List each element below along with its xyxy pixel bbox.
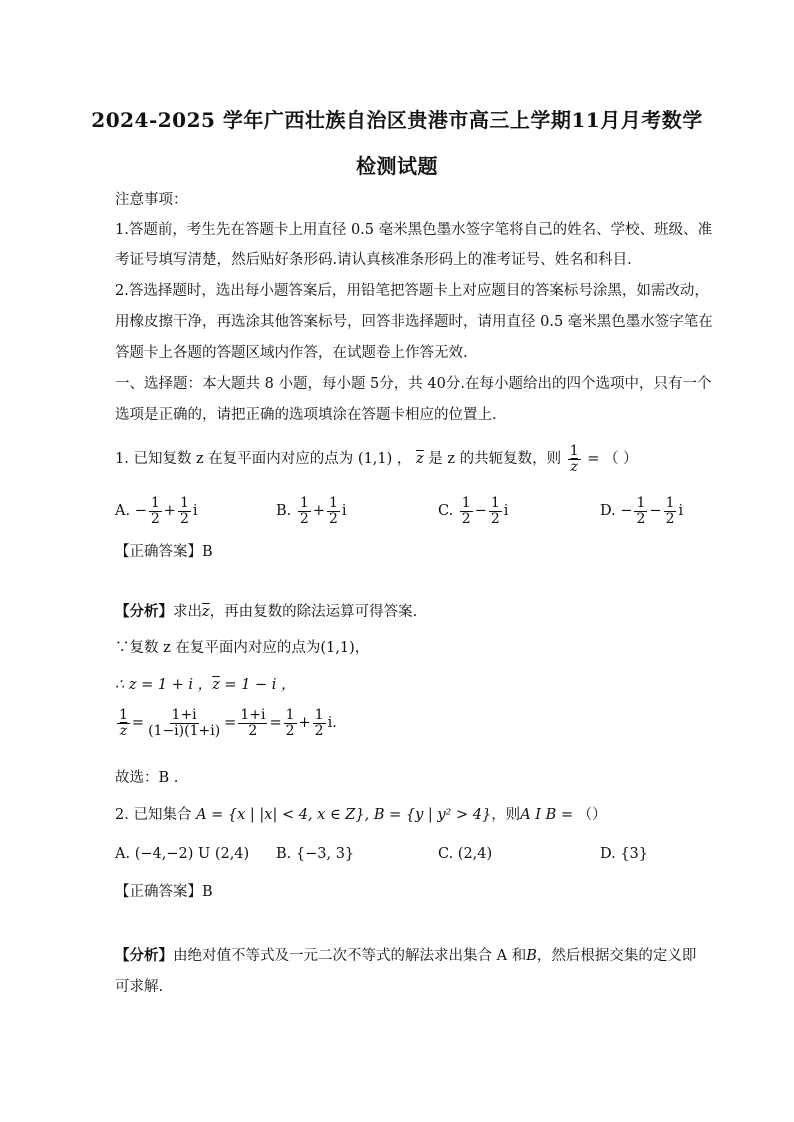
notes-item-2-line-2: 用橡皮擦干净，再选涂其他答案标号，回答非选择题时，请用直径 0.5 毫米黑色墨水签字笔在 bbox=[115, 314, 713, 330]
q2-option-c: C. (2,4) bbox=[438, 846, 493, 862]
q2-answer: 【正确答案】B bbox=[115, 884, 213, 900]
question-2-stem: 2. 已知集合 A = {x | |x| < 4, x ∈ Z}, B = {y | y² > 4}，则A I B = （） bbox=[115, 807, 607, 823]
q1-step-3: $\frac{1}{z}$ = $\frac{1+i}{(1-i)(1+i)}$ = $\frac{1+i}{2}$ = $\frac{1}{2}$ + $\frac{1}{2}$ i. bbox=[119, 707, 337, 739]
q1-option-a: A. − $\frac{1}{2}$ + $\frac{1}{2}$ i bbox=[115, 495, 198, 527]
q1-answer: 【正确答案】B bbox=[115, 544, 213, 560]
section-heading-line-1: 一、选择题：本大题共 8 小题，每小题 5分，共 40分.在每小题给出的四个选项中，只有一个 bbox=[115, 376, 712, 392]
page-title-line2: 检测试题 bbox=[356, 154, 438, 178]
q1-choose: 故选：B . bbox=[115, 770, 179, 786]
notes-item-2-line-3: 答题卡上各题的答题区域内作答，在试题卷上作答无效. bbox=[115, 345, 468, 361]
q2-option-d: D. {3} bbox=[600, 846, 649, 862]
q1-option-d: D. − $\frac{1}{2}$ − $\frac{1}{2}$ i bbox=[600, 495, 684, 527]
notes-item-1-line-1: 1.答题前，考生先在答题卡上用直径 0.5 毫米黑色墨水签字笔将自己的姓名、学校、班级、准 bbox=[115, 222, 713, 238]
z-conjugate: $\overline{z}$ bbox=[416, 451, 424, 468]
notes-item-2-line-1: 2.答选择题时，选出每小题答案后，用铅笔把答题卡上对应题目的答案标号涂黑，如需改动， bbox=[115, 283, 709, 299]
question-1-stem: 1. 已知复数 z 在复平面内对应的点为 (1,1) ， $\overline{z}$ 是 z 的共轭复数，则 $\frac{1}{z}$ = （ ） bbox=[115, 443, 638, 475]
q1-step-2: ∴ z = 1 + i ，$\overline{z} = 1 - i$ ， bbox=[115, 677, 296, 693]
q1-option-c: C. $\frac{1}{2}$ − $\frac{1}{2}$ i bbox=[438, 495, 509, 527]
notes-item-1-line-2: 考证号填写清楚，然后贴好条形码.请认真核准条形码上的准考证号、姓名和科目. bbox=[115, 252, 632, 268]
q1-analysis: 【分析】求出$\overline{z}$，再由复数的除法运算可得答案. bbox=[115, 603, 418, 620]
fraction: $\frac{1}{z}$ bbox=[569, 443, 579, 475]
section-heading-line-2: 选项是正确的，请把正确的选项填涂在答题卡相应的位置上. bbox=[115, 407, 497, 423]
q2-analysis-line-2: 可求解. bbox=[115, 979, 164, 995]
page-title-line1: 2024-2025 学年广西壮族自治区贵港市高三上学期11月月考数学 bbox=[91, 108, 703, 132]
q2-analysis-line-1: 【分析】由绝对值不等式及一元二次不等式的解法求出集合 A 和B，然后根据交集的定义即 bbox=[115, 947, 697, 964]
q1-step-1: ∵复数 z 在复平面内对应的点为(1,1)， bbox=[115, 640, 370, 656]
notes-heading: 注意事项： bbox=[115, 192, 188, 208]
q1-option-b: B. $\frac{1}{2}$ + $\frac{1}{2}$ i bbox=[276, 495, 347, 527]
q2-option-a: A. (−4,−2) U (2,4) bbox=[115, 846, 250, 862]
q2-option-b: B. {−3, 3} bbox=[276, 846, 355, 862]
